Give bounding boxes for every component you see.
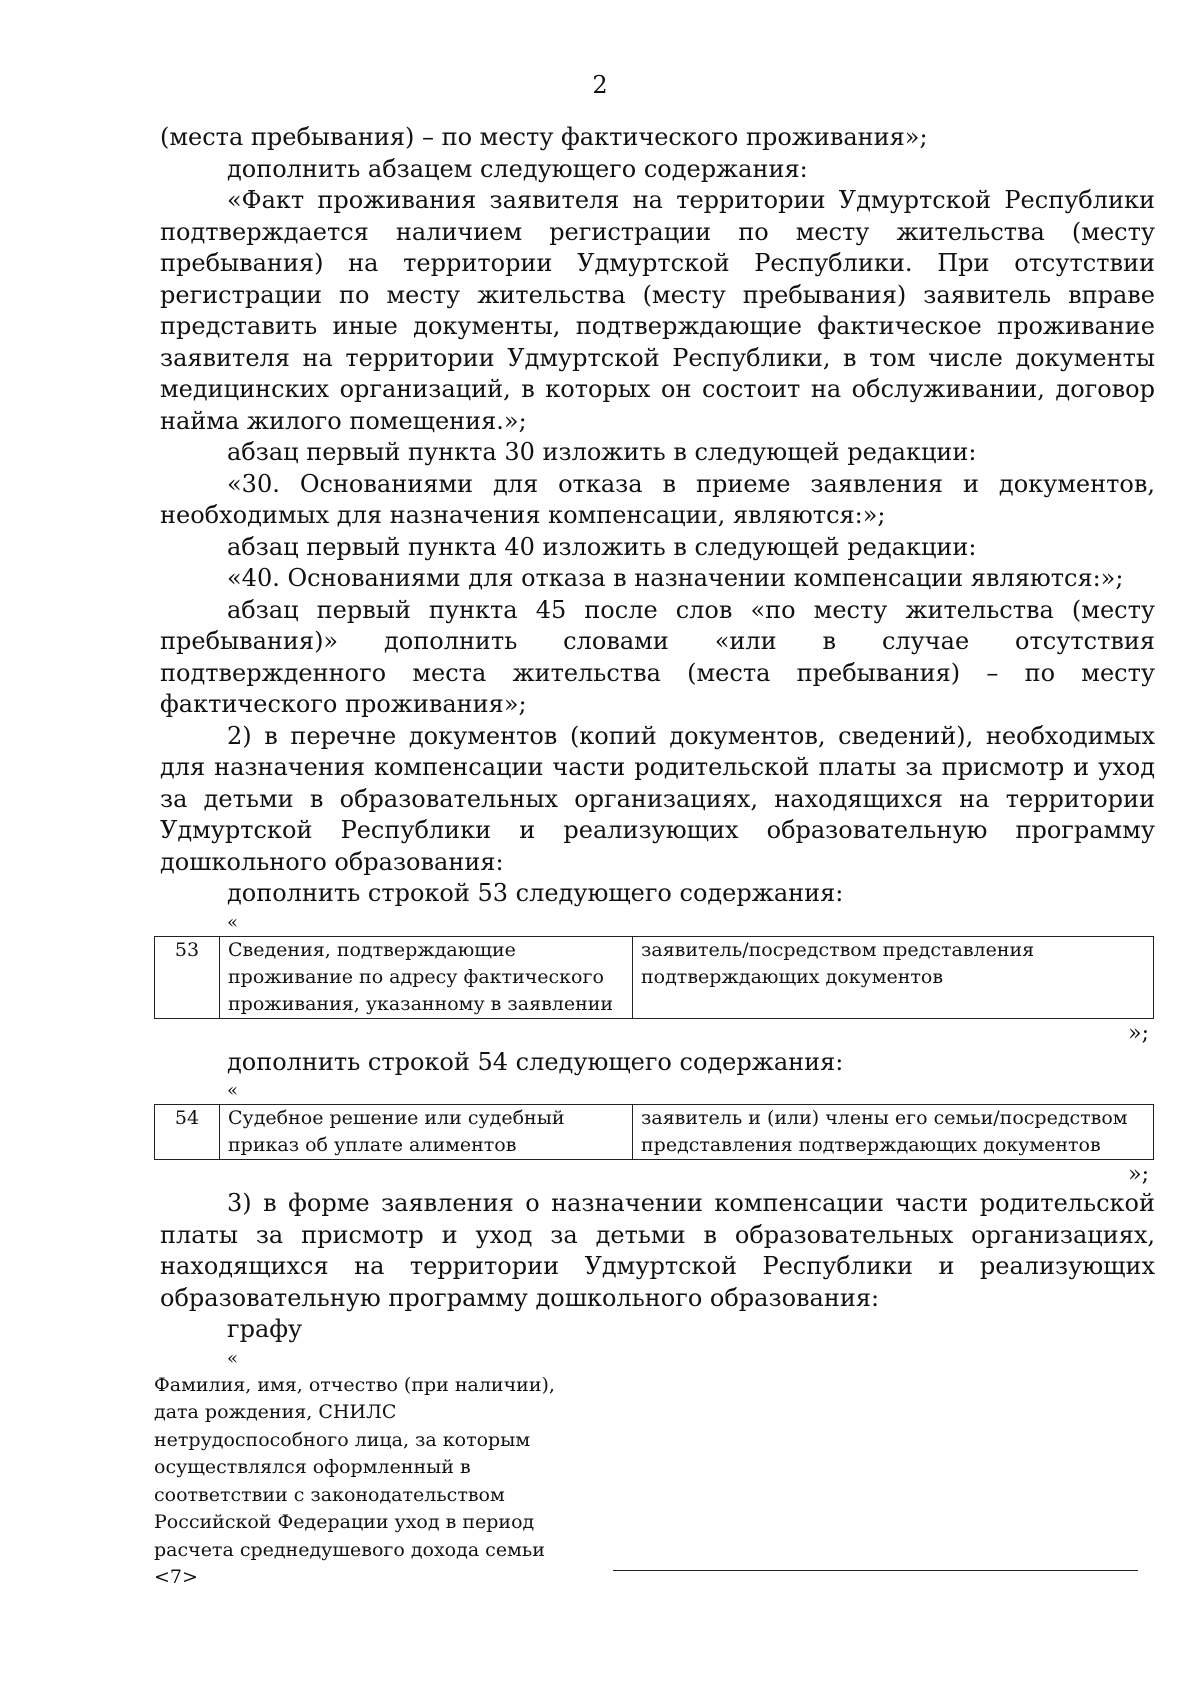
table-row	[155, 936, 1154, 1018]
open-quote-53: «	[227, 911, 239, 933]
paragraph-item-2: 2) в перечне документов (копий документов, сведений), необходимых для назначения компенсации части родительской платы за присмотр и уход за детьми в образовательных организациях, находящихся на территории Удмуртской Республики и реализующих образовательную программу дошкольного образования:	[160, 721, 1155, 876]
row-description: Судебное решение или судебный приказ об уплате алиментов	[220, 1105, 633, 1160]
form-field-label: Фамилия, имя, отчество (при наличии), дата рождения, СНИЛС нетрудоспособного лица, за которым осуществлялся оформленный в соответствии с законодательством Российской Федерации уход в период расчета среднедушевого дохода семьи <7>	[154, 1373, 555, 1588]
paragraph-item-3: 3) в форме заявления о назначении компенсации части родительской платы за присмотр и уход за детьми в образовательных организациях, находящихся на территории Удмуртской Республики и реализующих образовательную программу дошкольного образования:	[160, 1189, 1155, 1312]
paragraph-add-abzac: дополнить абзацем следующего содержания:	[227, 154, 808, 183]
paragraph-point-40-intro: абзац первый пункта 40 изложить в следующей редакции:	[227, 532, 977, 561]
paragraph-point-45: абзац первый пункта 45 после слов «по месту жительства (месту пребывания)» дополнить словами «или в случае отсутствия подтвержденного места жительства (места пребывания) – по месту фактического проживания»;	[160, 595, 1155, 718]
table-row	[155, 1105, 1154, 1160]
form-field-block	[154, 1372, 1155, 1602]
form-field-input-line	[613, 1570, 1138, 1571]
open-quote-54: «	[227, 1080, 239, 1101]
row-source: заявитель и (или) члены его семьи/посредством представления подтверждающих документов	[633, 1105, 1154, 1160]
paragraph-grafu: графу	[227, 1315, 303, 1343]
row-source: заявитель/посредством представления подтверждающих документов	[633, 936, 1154, 1018]
page-number: 2	[592, 71, 608, 99]
paragraph-continuation: (места пребывания) – по месту фактического проживания»;	[160, 123, 928, 151]
paragraph-point-40-text: «40. Основаниями для отказа в назначении компенсации являются:»;	[227, 564, 1124, 592]
paragraph-point-30-text: «30. Основаниями для отказа в приеме заявления и документов, необходимых для назначения компенсации, являются:»;	[160, 469, 1155, 529]
open-quote-form: «	[227, 1347, 239, 1369]
row-53-intro: дополнить строкой 53 следующего содержания:	[227, 879, 844, 907]
close-quote-53: »;	[1128, 1020, 1149, 1046]
row-54-intro: дополнить строкой 54 следующего содержания:	[227, 1047, 844, 1076]
paragraph-quote-residence: «Факт проживания заявителя на территории Удмуртской Республики подтверждается наличием регистрации по месту жительства (месту пребывания) на территории Удмуртской Республики. При отсутствии регистрации по месту жительства (месту пребывания) заявитель вправе представить иные документы, подтверждающие фактическое проживание заявителя на территории Удмуртской Республики, в том числе документы медицинских организаций, в которых он состоит на обслуживании, договор найма жилого помещения.»;	[160, 186, 1155, 435]
row-number: 53	[155, 936, 220, 1018]
row-number: 54	[155, 1105, 220, 1160]
row-description: Сведения, подтверждающие проживание по адресу фактического проживания, указанному в заявлении	[220, 936, 633, 1018]
paragraph-point-30-intro: абзац первый пункта 30 изложить в следующей редакции:	[227, 438, 977, 466]
close-quote-54: »;	[1128, 1162, 1149, 1187]
document-body	[154, 122, 1155, 1602]
table-row-54	[154, 1104, 1154, 1160]
table-row-53	[154, 936, 1154, 1019]
